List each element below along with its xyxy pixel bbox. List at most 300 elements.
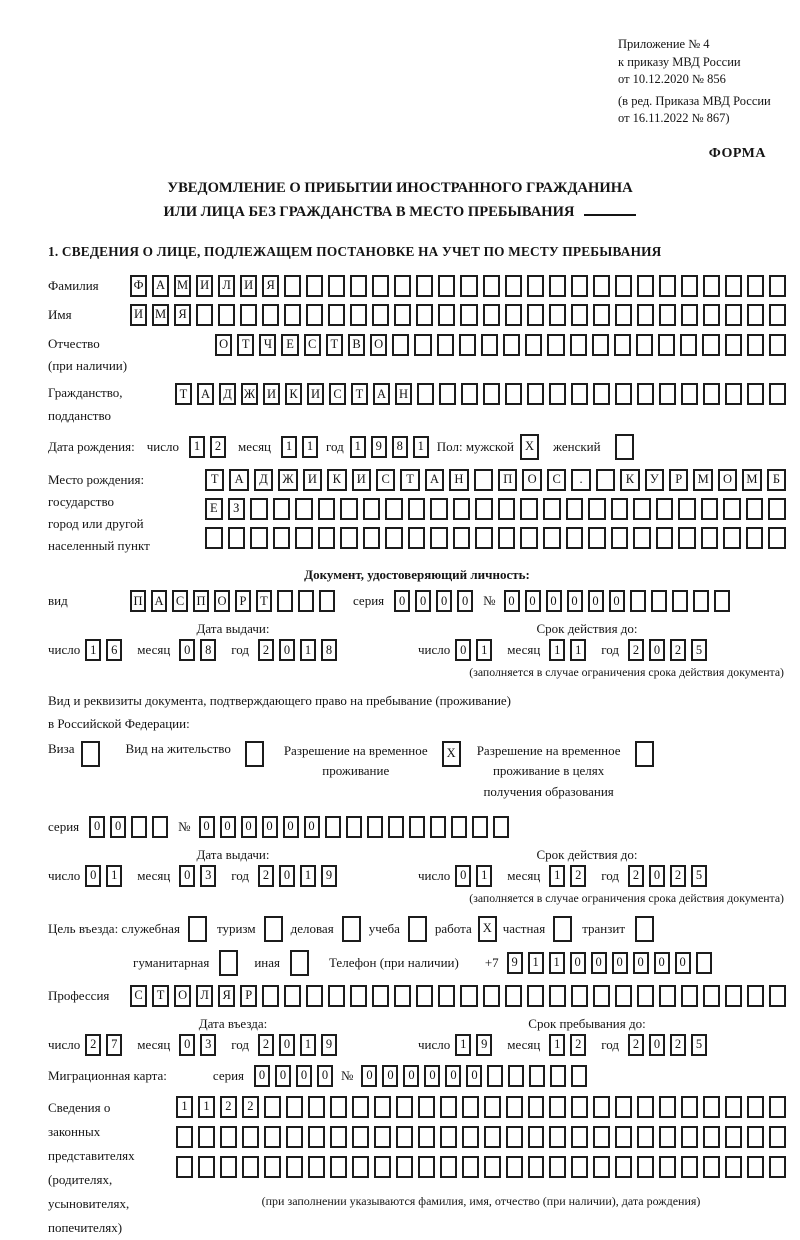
char-cell[interactable]: 8: [200, 639, 216, 661]
char-cell[interactable]: [630, 590, 646, 612]
char-cell[interactable]: [528, 1156, 545, 1178]
char-cell[interactable]: [188, 916, 207, 942]
char-cell[interactable]: 0: [275, 1065, 291, 1087]
char-cell[interactable]: [636, 334, 653, 356]
char-cell[interactable]: [352, 1126, 369, 1148]
char-cell[interactable]: [453, 527, 471, 549]
char-cell[interactable]: [588, 498, 606, 520]
char-cell[interactable]: [474, 469, 493, 491]
char-cell[interactable]: [571, 1096, 588, 1118]
char-cell[interactable]: М: [174, 275, 191, 297]
char-cell[interactable]: [566, 527, 584, 549]
char-cell[interactable]: Т: [152, 985, 169, 1007]
char-cell[interactable]: [396, 1126, 413, 1148]
char-cell[interactable]: О: [174, 985, 191, 1007]
char-cell[interactable]: [367, 816, 383, 838]
char-cell[interactable]: Е: [281, 334, 298, 356]
char-cell[interactable]: Е: [205, 498, 223, 520]
char-cell[interactable]: [725, 304, 742, 326]
char-cell[interactable]: [505, 304, 522, 326]
char-cell[interactable]: [725, 985, 742, 1007]
char-cell[interactable]: [543, 498, 561, 520]
char-cell[interactable]: 1: [476, 865, 492, 887]
char-cell[interactable]: [220, 1126, 237, 1148]
char-cell[interactable]: [277, 590, 293, 612]
char-cell[interactable]: К: [285, 383, 302, 405]
char-cell[interactable]: [529, 1065, 545, 1087]
char-cell[interactable]: 1: [176, 1096, 193, 1118]
char-cell[interactable]: [725, 1096, 742, 1118]
char-cell[interactable]: [703, 985, 720, 1007]
char-cell[interactable]: [462, 1126, 479, 1148]
char-cell[interactable]: 0: [110, 816, 126, 838]
char-cell[interactable]: [723, 498, 741, 520]
char-cell[interactable]: [264, 1156, 281, 1178]
char-cell[interactable]: 2: [570, 1034, 586, 1056]
char-cell[interactable]: [768, 498, 786, 520]
char-cell[interactable]: [637, 275, 654, 297]
char-cell[interactable]: 2: [258, 1034, 274, 1056]
char-cell[interactable]: [703, 1156, 720, 1178]
char-cell[interactable]: .: [571, 469, 590, 491]
char-cell[interactable]: 2: [670, 865, 686, 887]
char-cell[interactable]: [350, 304, 367, 326]
char-cell[interactable]: 0: [591, 952, 607, 974]
char-cell[interactable]: [769, 985, 786, 1007]
char-cell[interactable]: [342, 916, 361, 942]
char-cell[interactable]: [176, 1126, 193, 1148]
char-cell[interactable]: 0: [415, 590, 431, 612]
char-cell[interactable]: [472, 816, 488, 838]
char-cell[interactable]: 2: [570, 865, 586, 887]
char-cell[interactable]: И: [263, 383, 280, 405]
char-cell[interactable]: [527, 383, 544, 405]
char-cell[interactable]: [416, 985, 433, 1007]
char-cell[interactable]: [566, 498, 584, 520]
char-cell[interactable]: [725, 334, 742, 356]
char-cell[interactable]: Я: [218, 985, 235, 1007]
char-cell[interactable]: [409, 816, 425, 838]
char-cell[interactable]: 0: [296, 1065, 312, 1087]
char-cell[interactable]: Н: [449, 469, 468, 491]
char-cell[interactable]: [611, 527, 629, 549]
char-cell[interactable]: [714, 590, 730, 612]
char-cell[interactable]: [637, 985, 654, 1007]
char-cell[interactable]: [615, 985, 632, 1007]
char-cell[interactable]: [459, 334, 476, 356]
char-cell[interactable]: [528, 1126, 545, 1148]
char-cell[interactable]: Л: [196, 985, 213, 1007]
char-cell[interactable]: 0: [179, 1034, 195, 1056]
char-cell[interactable]: [505, 275, 522, 297]
char-cell[interactable]: [481, 334, 498, 356]
char-cell[interactable]: Л: [218, 275, 235, 297]
char-cell[interactable]: [440, 1126, 457, 1148]
char-cell[interactable]: [506, 1156, 523, 1178]
char-cell[interactable]: [219, 950, 238, 976]
char-cell[interactable]: [633, 498, 651, 520]
char-cell[interactable]: У: [645, 469, 664, 491]
char-cell[interactable]: [242, 1126, 259, 1148]
char-cell[interactable]: [637, 1156, 654, 1178]
char-cell[interactable]: [493, 816, 509, 838]
char-cell[interactable]: 0: [304, 816, 320, 838]
char-cell[interactable]: 1: [302, 436, 318, 458]
char-cell[interactable]: [747, 304, 764, 326]
char-cell[interactable]: [374, 1156, 391, 1178]
char-cell[interactable]: 0: [361, 1065, 377, 1087]
char-cell[interactable]: [681, 985, 698, 1007]
char-cell[interactable]: [437, 334, 454, 356]
char-cell[interactable]: 2: [258, 639, 274, 661]
char-cell[interactable]: 0: [199, 816, 215, 838]
char-cell[interactable]: [408, 916, 427, 942]
char-cell[interactable]: 2: [628, 865, 644, 887]
char-cell[interactable]: Д: [254, 469, 273, 491]
char-cell[interactable]: 1: [198, 1096, 215, 1118]
char-cell[interactable]: [571, 1156, 588, 1178]
char-cell[interactable]: 0: [612, 952, 628, 974]
char-cell[interactable]: П: [193, 590, 209, 612]
char-cell[interactable]: [593, 1156, 610, 1178]
char-cell[interactable]: [306, 304, 323, 326]
char-cell[interactable]: [637, 383, 654, 405]
char-cell[interactable]: [769, 334, 786, 356]
char-cell[interactable]: [394, 304, 411, 326]
char-cell[interactable]: 3: [200, 1034, 216, 1056]
char-cell[interactable]: [487, 1065, 503, 1087]
char-cell[interactable]: [308, 1156, 325, 1178]
char-cell[interactable]: [81, 741, 100, 767]
char-cell[interactable]: [508, 1065, 524, 1087]
char-cell[interactable]: [385, 498, 403, 520]
char-cell[interactable]: [439, 383, 456, 405]
char-cell[interactable]: [430, 498, 448, 520]
char-cell[interactable]: 2: [628, 1034, 644, 1056]
char-cell[interactable]: А: [197, 383, 214, 405]
char-cell[interactable]: О: [718, 469, 737, 491]
char-cell[interactable]: [346, 816, 362, 838]
char-cell[interactable]: 1: [281, 436, 297, 458]
char-cell[interactable]: [549, 1156, 566, 1178]
char-cell[interactable]: [703, 383, 720, 405]
char-cell[interactable]: [659, 1156, 676, 1178]
char-cell[interactable]: [520, 527, 538, 549]
char-cell[interactable]: 5: [691, 1034, 707, 1056]
char-cell[interactable]: 9: [321, 1034, 337, 1056]
char-cell[interactable]: [681, 1096, 698, 1118]
char-cell[interactable]: [571, 1065, 587, 1087]
char-cell[interactable]: [460, 985, 477, 1007]
char-cell[interactable]: Ж: [241, 383, 258, 405]
char-cell[interactable]: С: [130, 985, 147, 1007]
char-cell[interactable]: [703, 1126, 720, 1148]
char-cell[interactable]: [637, 1096, 654, 1118]
char-cell[interactable]: [414, 334, 431, 356]
char-cell[interactable]: [593, 383, 610, 405]
char-cell[interactable]: 0: [609, 590, 625, 612]
char-cell[interactable]: 1: [189, 436, 205, 458]
char-cell[interactable]: [319, 590, 335, 612]
char-cell[interactable]: [461, 383, 478, 405]
char-cell[interactable]: [593, 985, 610, 1007]
char-cell[interactable]: [693, 590, 709, 612]
char-cell[interactable]: [453, 498, 471, 520]
char-cell[interactable]: И: [130, 304, 147, 326]
char-cell[interactable]: [418, 1126, 435, 1148]
char-cell[interactable]: [769, 383, 786, 405]
char-cell[interactable]: [702, 334, 719, 356]
char-cell[interactable]: [681, 383, 698, 405]
char-cell[interactable]: П: [130, 590, 146, 612]
char-cell[interactable]: 0: [403, 1065, 419, 1087]
char-cell[interactable]: [340, 498, 358, 520]
char-cell[interactable]: [484, 1156, 501, 1178]
char-cell[interactable]: А: [373, 383, 390, 405]
char-cell[interactable]: [723, 527, 741, 549]
char-cell[interactable]: [408, 498, 426, 520]
char-cell[interactable]: [394, 275, 411, 297]
char-cell[interactable]: 0: [89, 816, 105, 838]
char-cell[interactable]: Ж: [278, 469, 297, 491]
char-cell[interactable]: [396, 1096, 413, 1118]
char-cell[interactable]: [483, 304, 500, 326]
char-cell[interactable]: [659, 985, 676, 1007]
char-cell[interactable]: М: [693, 469, 712, 491]
char-cell[interactable]: 1: [300, 639, 316, 661]
char-cell[interactable]: 0: [675, 952, 691, 974]
char-cell[interactable]: 0: [279, 1034, 295, 1056]
char-cell[interactable]: [615, 275, 632, 297]
char-cell[interactable]: [615, 383, 632, 405]
char-cell[interactable]: А: [229, 469, 248, 491]
char-cell[interactable]: С: [172, 590, 188, 612]
char-cell[interactable]: [262, 985, 279, 1007]
char-cell[interactable]: 0: [567, 590, 583, 612]
char-cell[interactable]: [328, 304, 345, 326]
char-cell[interactable]: [549, 275, 566, 297]
char-cell[interactable]: [680, 334, 697, 356]
char-cell[interactable]: [637, 1126, 654, 1148]
char-cell[interactable]: [363, 527, 381, 549]
char-cell[interactable]: [746, 527, 764, 549]
char-cell[interactable]: [318, 498, 336, 520]
char-cell[interactable]: [308, 1126, 325, 1148]
char-cell[interactable]: [681, 1156, 698, 1178]
char-cell[interactable]: [372, 304, 389, 326]
char-cell[interactable]: [550, 1065, 566, 1087]
char-cell[interactable]: Б: [767, 469, 786, 491]
char-cell[interactable]: [372, 985, 389, 1007]
char-cell[interactable]: А: [152, 275, 169, 297]
char-cell[interactable]: И: [307, 383, 324, 405]
char-cell[interactable]: [298, 590, 314, 612]
char-cell[interactable]: X: [442, 741, 461, 767]
char-cell[interactable]: О: [370, 334, 387, 356]
char-cell[interactable]: [306, 275, 323, 297]
char-cell[interactable]: Р: [240, 985, 257, 1007]
char-cell[interactable]: 0: [654, 952, 670, 974]
char-cell[interactable]: 1: [549, 639, 565, 661]
char-cell[interactable]: 0: [317, 1065, 333, 1087]
char-cell[interactable]: [549, 383, 566, 405]
char-cell[interactable]: [543, 527, 561, 549]
char-cell[interactable]: 0: [179, 639, 195, 661]
char-cell[interactable]: 8: [392, 436, 408, 458]
char-cell[interactable]: И: [352, 469, 371, 491]
char-cell[interactable]: [374, 1096, 391, 1118]
char-cell[interactable]: [295, 527, 313, 549]
char-cell[interactable]: [747, 985, 764, 1007]
char-cell[interactable]: 0: [424, 1065, 440, 1087]
char-cell[interactable]: 5: [691, 865, 707, 887]
char-cell[interactable]: Т: [400, 469, 419, 491]
char-cell[interactable]: [318, 527, 336, 549]
char-cell[interactable]: [701, 498, 719, 520]
char-cell[interactable]: [198, 1126, 215, 1148]
char-cell[interactable]: [262, 304, 279, 326]
char-cell[interactable]: [725, 1156, 742, 1178]
char-cell[interactable]: [503, 334, 520, 356]
char-cell[interactable]: [701, 527, 719, 549]
char-cell[interactable]: [328, 985, 345, 1007]
char-cell[interactable]: [678, 527, 696, 549]
char-cell[interactable]: [571, 1126, 588, 1148]
char-cell[interactable]: 3: [200, 865, 216, 887]
char-cell[interactable]: [593, 1126, 610, 1148]
char-cell[interactable]: [659, 1126, 676, 1148]
char-cell[interactable]: [374, 1126, 391, 1148]
char-cell[interactable]: Ф: [130, 275, 147, 297]
char-cell[interactable]: [769, 1126, 786, 1148]
char-cell[interactable]: [350, 985, 367, 1007]
char-cell[interactable]: [372, 275, 389, 297]
char-cell[interactable]: 0: [262, 816, 278, 838]
char-cell[interactable]: [615, 1096, 632, 1118]
char-cell[interactable]: [672, 590, 688, 612]
char-cell[interactable]: [396, 1156, 413, 1178]
char-cell[interactable]: [363, 498, 381, 520]
char-cell[interactable]: [330, 1096, 347, 1118]
char-cell[interactable]: [392, 334, 409, 356]
char-cell[interactable]: [352, 1156, 369, 1178]
char-cell[interactable]: [205, 527, 223, 549]
char-cell[interactable]: 0: [457, 590, 473, 612]
char-cell[interactable]: [438, 985, 455, 1007]
char-cell[interactable]: [633, 527, 651, 549]
char-cell[interactable]: 0: [179, 865, 195, 887]
char-cell[interactable]: 2: [242, 1096, 259, 1118]
char-cell[interactable]: 2: [210, 436, 226, 458]
char-cell[interactable]: [240, 304, 257, 326]
char-cell[interactable]: С: [376, 469, 395, 491]
char-cell[interactable]: [768, 527, 786, 549]
char-cell[interactable]: [284, 304, 301, 326]
char-cell[interactable]: 0: [546, 590, 562, 612]
char-cell[interactable]: 2: [670, 1034, 686, 1056]
char-cell[interactable]: 0: [382, 1065, 398, 1087]
char-cell[interactable]: Т: [351, 383, 368, 405]
char-cell[interactable]: [611, 498, 629, 520]
char-cell[interactable]: [273, 527, 291, 549]
char-cell[interactable]: [703, 1096, 720, 1118]
char-cell[interactable]: [520, 498, 538, 520]
char-cell[interactable]: М: [742, 469, 761, 491]
char-cell[interactable]: [678, 498, 696, 520]
char-cell[interactable]: [547, 334, 564, 356]
char-cell[interactable]: О: [522, 469, 541, 491]
char-cell[interactable]: [635, 916, 654, 942]
char-cell[interactable]: [330, 1156, 347, 1178]
char-cell[interactable]: 0: [649, 865, 665, 887]
char-cell[interactable]: 1: [549, 865, 565, 887]
char-cell[interactable]: [506, 1096, 523, 1118]
char-cell[interactable]: [527, 304, 544, 326]
char-cell[interactable]: [286, 1126, 303, 1148]
char-cell[interactable]: 0: [455, 639, 471, 661]
char-cell[interactable]: Ч: [259, 334, 276, 356]
char-cell[interactable]: [264, 916, 283, 942]
char-cell[interactable]: [438, 304, 455, 326]
char-cell[interactable]: [484, 1096, 501, 1118]
char-cell[interactable]: [615, 434, 634, 460]
char-cell[interactable]: [388, 816, 404, 838]
char-cell[interactable]: Р: [235, 590, 251, 612]
char-cell[interactable]: 0: [649, 639, 665, 661]
char-cell[interactable]: Я: [262, 275, 279, 297]
char-cell[interactable]: [438, 275, 455, 297]
char-cell[interactable]: [769, 275, 786, 297]
char-cell[interactable]: [593, 1096, 610, 1118]
char-cell[interactable]: [306, 985, 323, 1007]
char-cell[interactable]: [484, 1126, 501, 1148]
char-cell[interactable]: С: [304, 334, 321, 356]
char-cell[interactable]: [747, 383, 764, 405]
char-cell[interactable]: 0: [455, 865, 471, 887]
char-cell[interactable]: 0: [649, 1034, 665, 1056]
char-cell[interactable]: [416, 304, 433, 326]
char-cell[interactable]: [475, 498, 493, 520]
char-cell[interactable]: С: [547, 469, 566, 491]
char-cell[interactable]: [571, 985, 588, 1007]
char-cell[interactable]: 1: [350, 436, 366, 458]
char-cell[interactable]: 5: [691, 639, 707, 661]
char-cell[interactable]: 1: [549, 952, 565, 974]
char-cell[interactable]: К: [327, 469, 346, 491]
char-cell[interactable]: [264, 1096, 281, 1118]
char-cell[interactable]: [328, 275, 345, 297]
char-cell[interactable]: 0: [394, 590, 410, 612]
char-cell[interactable]: [747, 1156, 764, 1178]
char-cell[interactable]: [588, 527, 606, 549]
char-cell[interactable]: [242, 1156, 259, 1178]
char-cell[interactable]: 1: [570, 639, 586, 661]
char-cell[interactable]: [593, 275, 610, 297]
char-cell[interactable]: 2: [85, 1034, 101, 1056]
char-cell[interactable]: [725, 1126, 742, 1148]
char-cell[interactable]: [152, 816, 168, 838]
char-cell[interactable]: [284, 985, 301, 1007]
char-cell[interactable]: [198, 1156, 215, 1178]
char-cell[interactable]: [483, 985, 500, 1007]
char-cell[interactable]: [570, 334, 587, 356]
char-cell[interactable]: 0: [445, 1065, 461, 1087]
char-cell[interactable]: К: [620, 469, 639, 491]
char-cell[interactable]: [747, 334, 764, 356]
char-cell[interactable]: 2: [220, 1096, 237, 1118]
char-cell[interactable]: [747, 275, 764, 297]
char-cell[interactable]: 0: [633, 952, 649, 974]
